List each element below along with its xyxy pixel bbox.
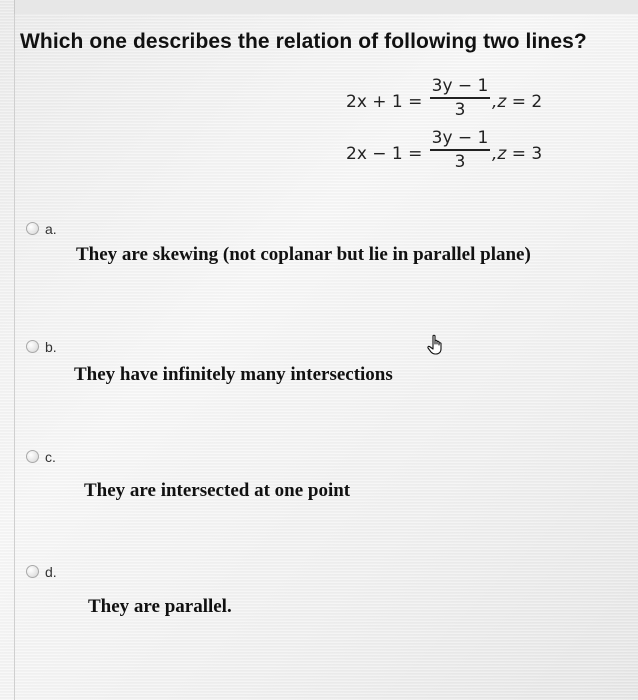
equation-lhs: 2x − 1 =	[346, 144, 423, 164]
radio-button[interactable]	[26, 450, 39, 463]
option-a-radio-row[interactable]	[26, 220, 57, 238]
hand-pointer-icon	[425, 334, 447, 356]
equation-lhs: 2x + 1 =	[346, 92, 423, 112]
radio-button[interactable]	[26, 340, 39, 353]
equation-rhs	[492, 144, 542, 164]
fraction-numerator: 3y − 1	[431, 128, 489, 148]
equation-rhs-value: 3	[531, 144, 543, 164]
option-letter: c.	[45, 448, 56, 465]
fraction-denominator: 3	[454, 151, 466, 172]
top-bar	[14, 0, 638, 14]
equation-rhs	[492, 92, 542, 112]
option-letter: a.	[45, 220, 57, 237]
option-d-radio-row[interactable]	[26, 563, 57, 581]
fraction-bar	[430, 149, 490, 151]
fraction-denominator: 3	[454, 99, 466, 120]
equation-fraction	[430, 76, 490, 120]
equation-line-1	[346, 76, 586, 124]
equation-line-2	[346, 128, 586, 176]
option-d-text[interactable]: They are parallel.	[88, 596, 232, 617]
option-b-text[interactable]: They have infinitely many intersections	[74, 364, 393, 385]
equation-fraction	[430, 128, 490, 172]
equation-rhs-var: ,z =	[492, 92, 526, 112]
equation-rhs-value: 2	[531, 92, 543, 112]
option-letter: d.	[45, 563, 57, 580]
equation-rhs-var: ,z =	[492, 144, 526, 164]
option-b-radio-row[interactable]	[26, 338, 57, 356]
option-letter: b.	[45, 338, 57, 355]
radio-button[interactable]	[26, 565, 39, 578]
fraction-numerator: 3y − 1	[431, 76, 489, 96]
option-c-text[interactable]: They are intersected at one point	[84, 480, 351, 501]
question-text: Which one describes the relation of following two lines?	[20, 30, 587, 53]
fraction-bar	[430, 97, 490, 99]
radio-button[interactable]	[26, 222, 39, 235]
option-a-text[interactable]: They are skewing (not coplanar but lie in parallel plane)	[76, 244, 531, 265]
option-c-radio-row[interactable]	[26, 448, 56, 466]
